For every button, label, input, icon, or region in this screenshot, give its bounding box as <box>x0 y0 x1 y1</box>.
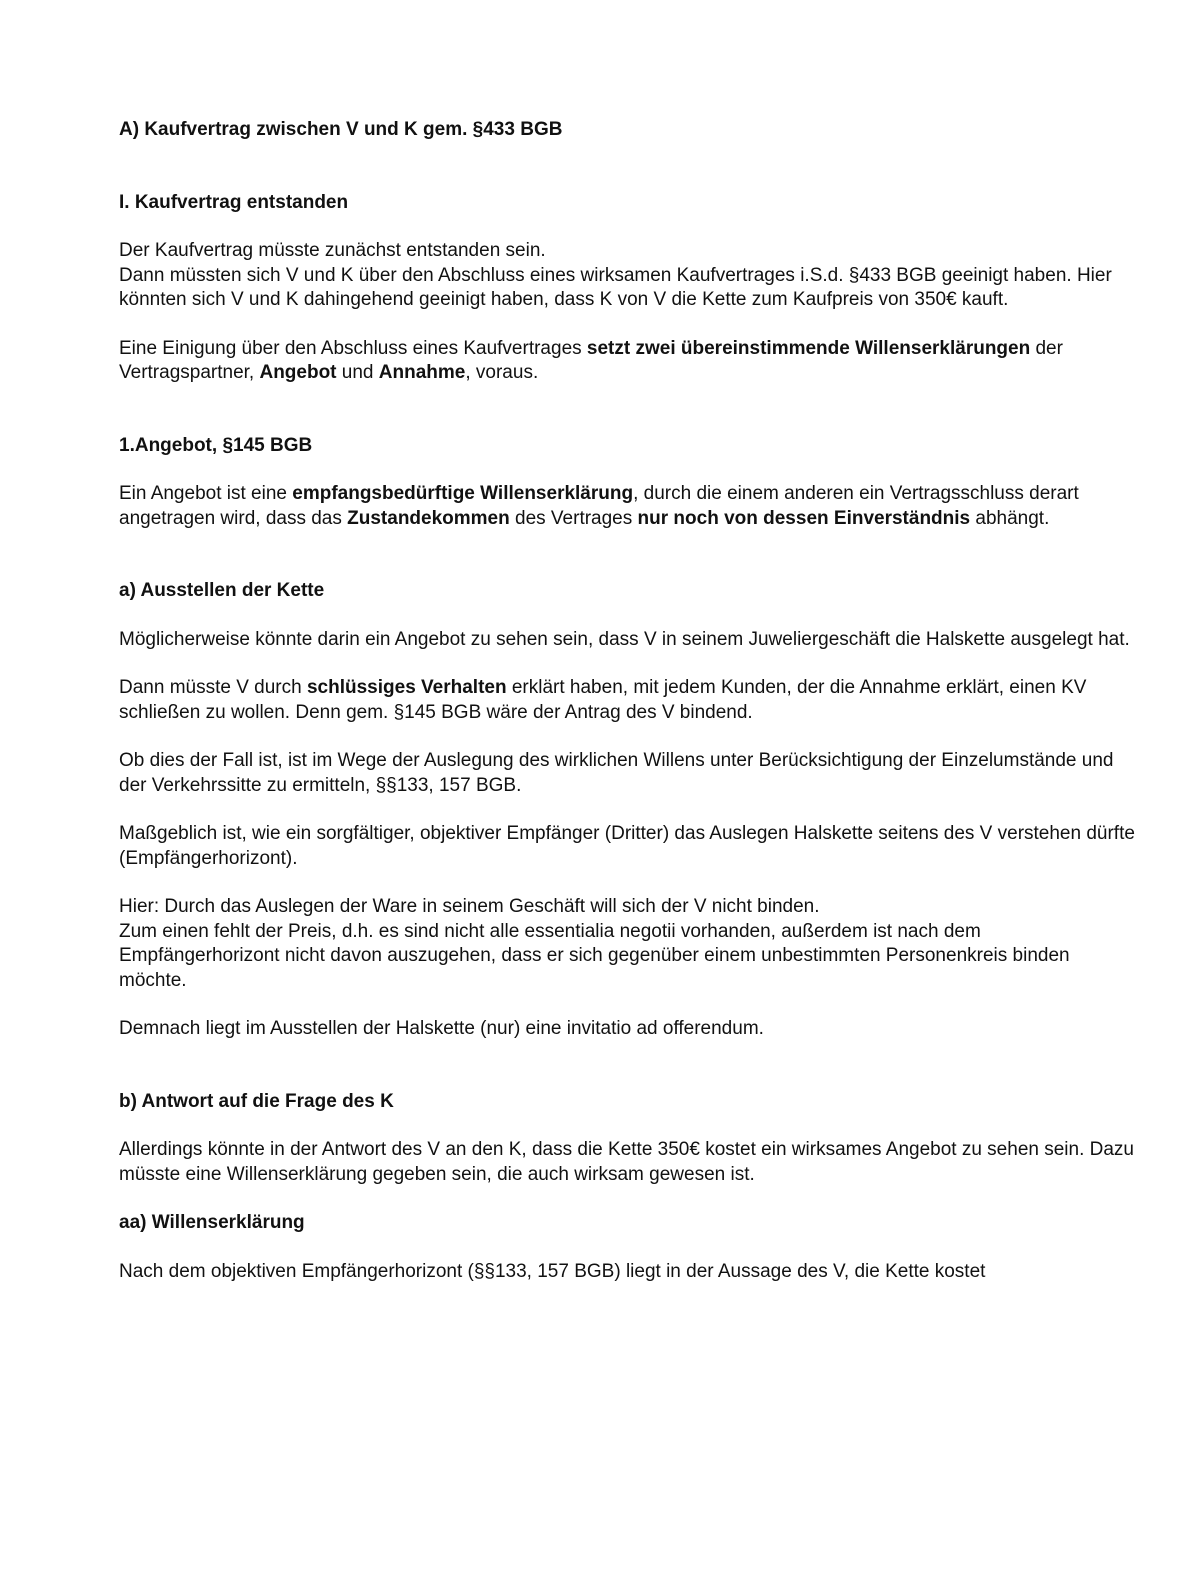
text-segment: Ein Angebot ist eine <box>119 483 293 504</box>
paragraph-empfaengerhorizont: Maßgeblich ist, wie ein sorgfältiger, objektiver Empfänger (Dritter) das Auslegen Halskette seitens des V verstehen dürfte (Empfängerhorizont). <box>119 823 1135 869</box>
paragraph-auslegung: Ob dies der Fall ist, ist im Wege der Auslegung des wirklichen Willens unter Berücksichtigung der Einzelumstände und der Verkehrssitte zu ermitteln, §§133, 157 BGB. <box>119 750 1114 796</box>
bold-segment: empfangsbedürftige Willenserklärung <box>292 483 634 504</box>
text-segment: der Vertragspartner, <box>119 337 1063 383</box>
heading-kaufvertrag-v-k: A) Kaufvertrag zwischen V und K gem. §433 BGB <box>119 119 563 140</box>
text-segment: Dann müsste V durch <box>119 677 307 698</box>
text-segment: erklärt haben, mit jedem Kunden, der die Annahme erklärt, einen KV schließen zu wollen. Denn gem. §145 BGB wäre der Antrag des V bindend. <box>119 677 1087 723</box>
text-segment: , voraus. <box>465 362 539 383</box>
heading-angebot: 1.Angebot, §145 BGB <box>119 434 313 456</box>
bold-segment: setzt zwei übereinstimmende Willenserklärungen <box>586 337 1031 359</box>
bold-segment: Annahme <box>378 362 466 383</box>
text-segment: Eine Einigung über den Abschluss eines Kaufvertrages <box>119 337 587 359</box>
heading-antwort-frage: b) Antwort auf die Frage des K <box>119 1090 394 1112</box>
paragraph-auslage: Möglicherweise könnte darin ein Angebot zu sehen sein, dass V in seinem Juweliergeschäft die Halskette ausgelegt hat. <box>119 628 1130 650</box>
bold-segment: Angebot <box>259 362 337 383</box>
heading-willenserklaerung: aa) Willenserklärung <box>119 1212 305 1233</box>
text-segment: des Vertrages <box>509 507 638 529</box>
paragraph-antwort: Allerdings könnte in der Antwort des V an den K, dass die Kette 350€ kostet ein wirksames Angebot zu sehen sein. Dazu müsste eine Willenserklärung gegeben sein, die auch wirksam gewesen ist. <box>119 1139 1134 1185</box>
text-segment: abhängt. <box>970 507 1050 529</box>
heading-kaufvertrag-entstanden: I. Kaufvertrag entstanden <box>119 191 349 213</box>
paragraph-invitatio: Demnach liegt im Ausstellen der Halskette (nur) eine invitatio ad offerendum. <box>119 1018 764 1039</box>
paragraph-objektiver-empfaengerhorizont: Nach dem objektiven Empfängerhorizont (§§133, 157 BGB) liegt in der Aussage des V, die Kette kostet <box>119 1260 986 1282</box>
paragraph-schluessiges-verhalten <box>119 676 1140 725</box>
bold-segment: schlüssiges Verhalten <box>306 677 507 698</box>
paragraph-einigung <box>119 337 1140 386</box>
bold-segment: nur noch von dessen Einverständnis <box>637 507 971 529</box>
paragraph-hier-line2: Zum einen fehlt der Preis, d.h. es sind nicht alle essentialia negotii vorhanden, außerdem ist nach dem Empfängerhorizont nicht davon auszugehen, dass er sich gegenüber einem unbestimmten Personenkreis binden möchte. <box>119 920 1070 991</box>
text-segment: , durch die einem anderen ein Vertragsschluss derart angetragen wird, dass das <box>119 483 1079 529</box>
bold-segment: Zustandekommen <box>347 507 510 529</box>
paragraph-angebot-definition <box>119 482 1140 531</box>
paragraph-entstehung-line1: Der Kaufvertrag müsste zunächst entstanden sein. <box>119 240 546 261</box>
paragraph-hier-line1: Hier: Durch das Auslegen der Ware in seinem Geschäft will sich der V nicht binden. <box>119 896 820 917</box>
heading-ausstellen-kette: a) Ausstellen der Kette <box>119 580 325 601</box>
text-segment: und <box>336 362 379 383</box>
paragraph-entstehung-line2: Dann müssten sich V und K über den Abschluss eines wirksamen Kaufvertrages i.S.d. §433 BGB geeinigt haben. Hier könnten sich V und K dahingehend geeinigt haben, dass K von V die Kette zum Kaufpreis von 350€ kauft. <box>119 264 1112 310</box>
